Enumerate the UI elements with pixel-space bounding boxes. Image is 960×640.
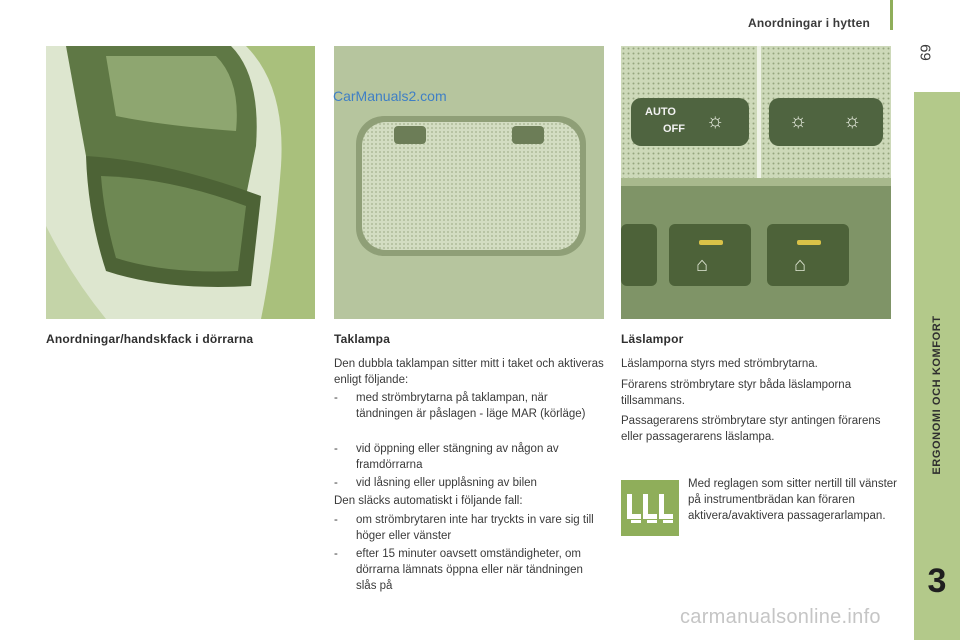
ceiling-lamp-title: Taklampa xyxy=(334,332,391,346)
ceiling-off-bullet: - efter 15 minuter oavsett omständigheter, om dörrarna lämnats öppna eller när tändningen slås på xyxy=(334,548,583,592)
ceiling-bullet: - vid öppning eller stängning av någon av framdörrarna xyxy=(334,443,559,471)
three-seats-icon xyxy=(621,480,679,536)
header-rule xyxy=(890,0,893,30)
ceiling-light-icon: ⌂ xyxy=(794,254,807,276)
reading-p3: Passagerarens strömbrytare styr antingen förarens eller passagerarens läslampa. xyxy=(621,415,881,443)
header-title: Anordningar i hytten xyxy=(748,16,870,30)
ceiling-off-bullet: - om strömbrytaren inte har tryckts in vare sig till höger eller vänster xyxy=(334,514,594,542)
door-storage-title: Anordningar/handskfack i dörrarna xyxy=(46,332,254,346)
reading-lights-title: Läslampor xyxy=(621,332,684,346)
ceiling-light-icon: ⌂ xyxy=(696,254,709,276)
ceiling-bullet: - vid låsning eller upplåsning av bilen xyxy=(334,477,537,489)
door-storage-photo xyxy=(46,46,315,319)
reading-light-icon: ☼ xyxy=(789,110,808,132)
ceiling-off-intro: Den släcks automatiskt i följande fall: xyxy=(334,495,523,507)
reading-lights-photo xyxy=(621,46,891,319)
reading-light-icon: ☼ xyxy=(843,110,862,132)
reading-p2: Förarens strömbrytare styr båda läslamporna tillsammans. xyxy=(621,379,852,407)
ceiling-bullet: - med strömbrytarna på taklampan, när tändningen är påslagen - läge MAR (körläge) xyxy=(334,392,586,420)
ceiling-intro: Den dubbla taklampan sitter mitt i taket och aktiveras enligt följande: xyxy=(334,358,604,386)
off-label: OFF xyxy=(663,123,685,135)
reading-light-icon: ☼ xyxy=(706,110,725,132)
watermark-top: CarManuals2.com xyxy=(333,88,447,104)
chapter-number: 3 xyxy=(927,562,947,600)
watermark-bottom: carmanualsonline.info xyxy=(680,606,881,628)
seat-note: Med reglagen som sitter nertill till vänster på instrumentbrädan kan föraren aktivera/avaktivera passagerarlampan. xyxy=(688,478,897,522)
reading-p1: Läslamporna styrs med strömbrytarna. xyxy=(621,358,818,370)
page-number: 69 xyxy=(916,44,934,61)
auto-label: AUTO xyxy=(645,106,676,118)
chapter-title: ERGONOMI OCH KOMFORT xyxy=(931,315,943,475)
ceiling-light-photo xyxy=(334,46,604,319)
